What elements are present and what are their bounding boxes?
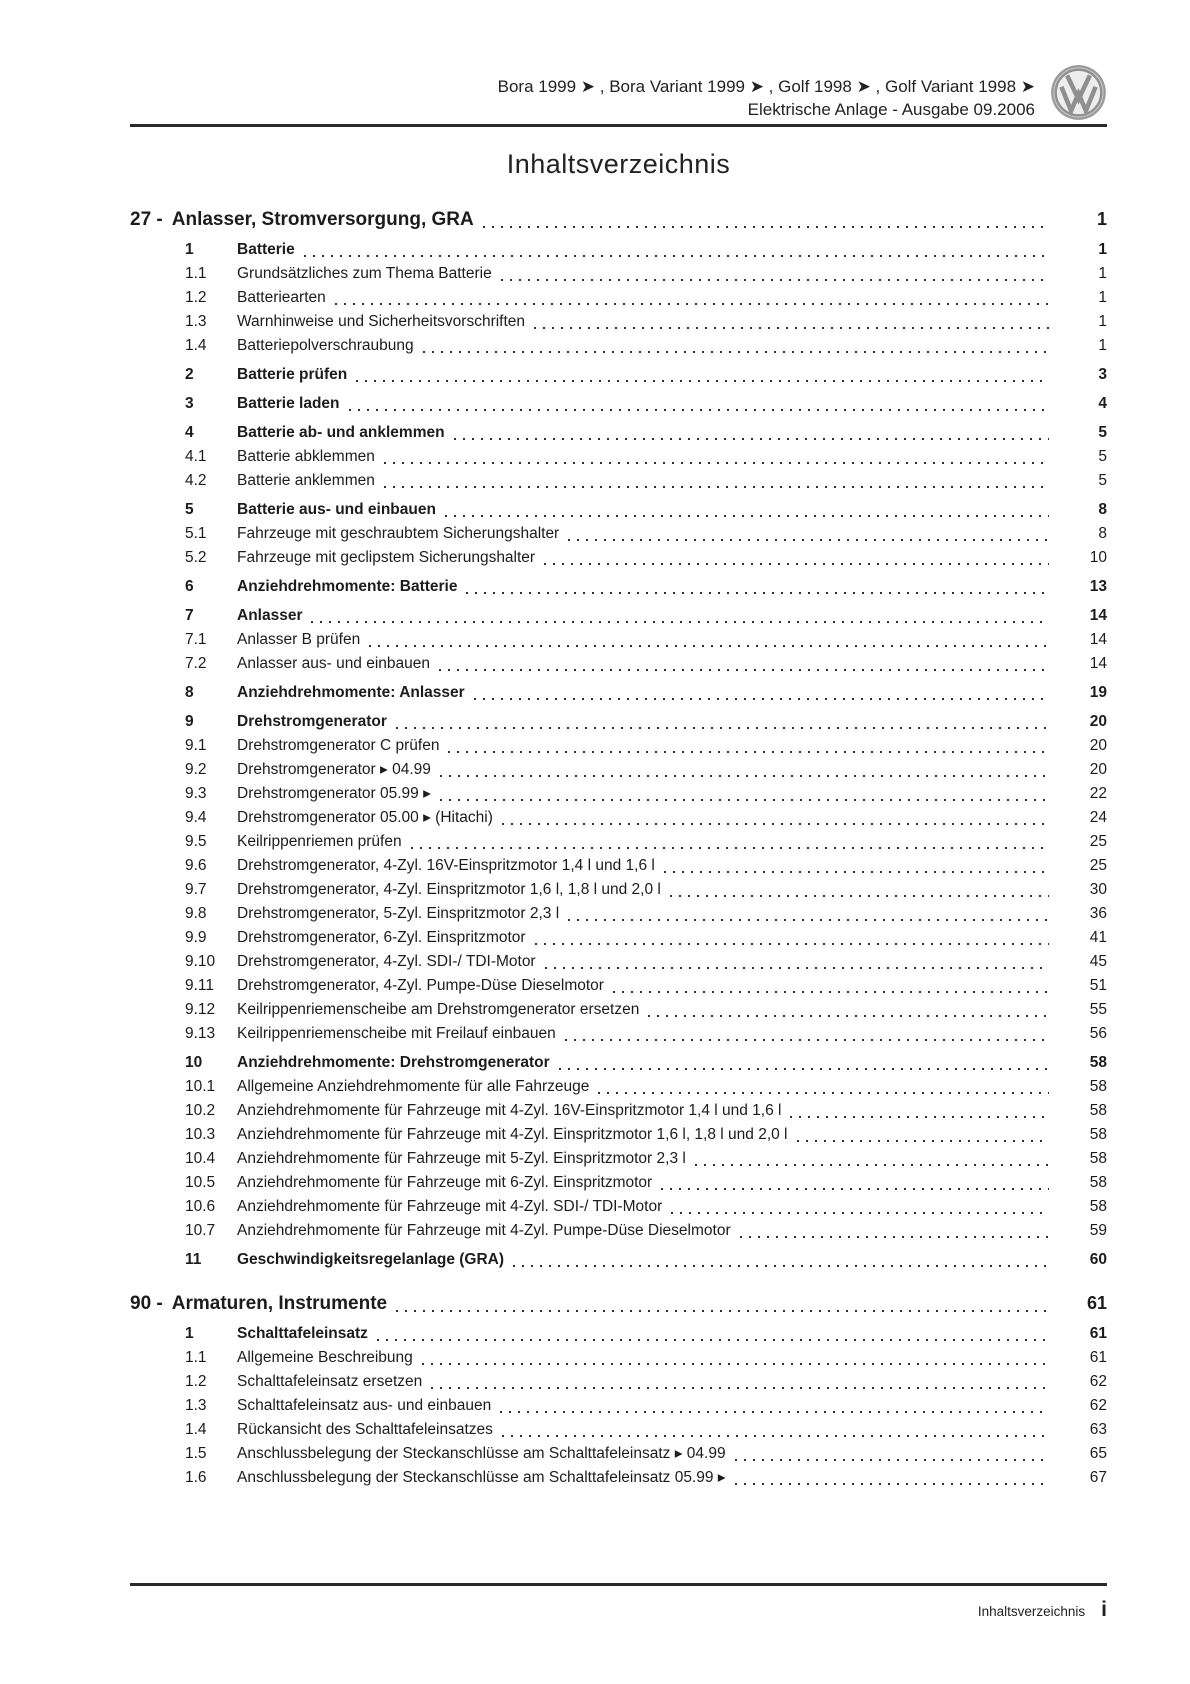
toc-entry-title: Drehstromgenerator (237, 713, 387, 730)
leader-dots (735, 1442, 1049, 1466)
toc-entry-number: 1 (185, 1325, 194, 1342)
toc-entry-title: Keilrippenriemenscheibe mit Freilauf einbauen (237, 1025, 556, 1042)
toc-row (130, 421, 1107, 445)
leader-dots (335, 286, 1049, 310)
toc-row (130, 1370, 1107, 1394)
toc-entry-page-number: 24 (1089, 809, 1107, 826)
leader-dots (423, 334, 1049, 358)
leader-dots (568, 522, 1049, 546)
toc-entry-page-number: 1 (1098, 289, 1107, 306)
leader-dots (445, 498, 1049, 522)
toc-entry-page-number: 14 (1089, 655, 1107, 672)
toc-row (130, 206, 1107, 233)
toc-entry-title: Drehstromgenerator, 6-Zyl. Einspritzmotor (237, 929, 526, 946)
toc-entry-page-number: 20 (1089, 761, 1107, 778)
toc-entry-page-number: 61 (1089, 1349, 1107, 1366)
toc-entry-number: 1 (185, 241, 194, 258)
leader-dots (695, 1147, 1049, 1171)
toc-entry-number: 1.4 (185, 337, 207, 354)
toc-entry-number: 9.12 (185, 1001, 216, 1018)
toc-entry-number: 11 (185, 1251, 202, 1268)
toc-entry-title: Drehstromgenerator ▸ 04.99 (237, 761, 431, 778)
header-edition-line: Elektrische Anlage - Ausgabe 09.2006 (747, 100, 1035, 119)
toc-row (130, 1346, 1107, 1370)
toc-entry-title: Anlasser B prüfen (237, 631, 361, 648)
toc-entry-page-number: 30 (1089, 881, 1107, 898)
toc-entry-number: 9.1 (185, 737, 207, 754)
toc-entry-number: 7 (185, 607, 194, 624)
toc-entry-title: Batterie abklemmen (237, 448, 375, 465)
leader-dots (396, 1290, 1049, 1317)
toc-entry-title: Grundsätzliches zum Thema Batterie (237, 265, 492, 282)
toc-entry-page-number: 8 (1098, 501, 1107, 518)
leader-dots (377, 1322, 1049, 1346)
toc-entry-title: Anziehdrehmomente für Fahrzeuge mit 4-Zyl. 16V-Einspritzmotor 1,4 l und 1,6 l (237, 1102, 782, 1119)
toc-entry-title: Schalttafeleinsatz (237, 1325, 368, 1342)
toc-row (130, 1171, 1107, 1195)
toc-entry-number: 1.1 (185, 1349, 207, 1366)
footer-page-number: i (1101, 1598, 1107, 1621)
toc-entry-number: 9.4 (185, 809, 207, 826)
toc-row (130, 628, 1107, 652)
toc-entry-number: 90 - (130, 1293, 163, 1314)
toc-entry-page-number: 5 (1098, 448, 1107, 465)
toc-row (130, 575, 1107, 599)
toc-entry-title: Anlasser (237, 607, 303, 624)
toc-entry-number: 1.3 (185, 1397, 207, 1414)
toc-entry-title: Batteriearten (237, 289, 326, 306)
page-title: Inhaltsverzeichnis (506, 149, 731, 179)
toc-entry-title: Keilrippenriemen prüfen (237, 833, 402, 850)
leader-dots (440, 758, 1049, 782)
leader-dots (411, 830, 1049, 854)
toc-entry-page-number: 13 (1089, 578, 1107, 595)
leader-dots (559, 1051, 1049, 1075)
toc-row (130, 262, 1107, 286)
header-models-line: Bora 1999 ➤ , Bora Variant 1999 ➤ , Golf 1998 ➤ , Golf Variant 1998 ➤ (497, 77, 1035, 96)
toc-entry-page-number: 1 (1098, 313, 1107, 330)
toc-entry-number: 4.2 (185, 472, 207, 489)
toc-entry-number: 8 (185, 684, 194, 701)
toc-entry-page-number: 41 (1089, 929, 1107, 946)
toc-entry-number: 9.10 (185, 953, 216, 970)
leader-dots (671, 1195, 1049, 1219)
toc-entry-number: 7.1 (185, 631, 207, 648)
leader-dots (369, 628, 1049, 652)
toc-entry-title: Batterie ab- und anklemmen (237, 424, 445, 441)
toc-entry-number: 9.11 (185, 977, 215, 994)
toc-row (130, 1442, 1107, 1466)
leader-dots (356, 363, 1049, 387)
toc-row (130, 758, 1107, 782)
toc-entry-title: Batterie aus- und einbauen (237, 501, 436, 518)
footer-divider (130, 1583, 1107, 1586)
toc-entry-title: Drehstromgenerator, 4-Zyl. Pumpe-Düse Dieselmotor (237, 977, 604, 994)
leader-dots (613, 974, 1049, 998)
toc-entry-number: 7.2 (185, 655, 207, 672)
toc-row (130, 950, 1107, 974)
leader-dots (534, 310, 1049, 334)
toc-row (130, 1099, 1107, 1123)
leader-dots (797, 1123, 1050, 1147)
toc-entry-page-number: 1 (1098, 241, 1107, 258)
toc-entry-title: Fahrzeuge mit geclipstem Sicherungshalter (237, 549, 536, 566)
toc-entry-title: Schalttafeleinsatz aus- und einbauen (237, 1397, 492, 1414)
toc-entry-number: 10.5 (185, 1174, 216, 1191)
toc-entry-number: 9.6 (185, 857, 207, 874)
toc-row (130, 1022, 1107, 1046)
leader-dots (500, 1394, 1049, 1418)
toc-row (130, 522, 1107, 546)
toc-entry-page-number: 36 (1089, 905, 1107, 922)
toc-row (130, 806, 1107, 830)
leader-dots (439, 652, 1049, 676)
toc-entry-number: 6 (185, 578, 194, 595)
leader-dots (422, 1346, 1049, 1370)
toc-row (130, 1219, 1107, 1243)
toc-entry-number: 1.2 (185, 289, 207, 306)
toc-row (130, 310, 1107, 334)
toc-row (130, 498, 1107, 522)
toc-entry-number: 9.13 (185, 1025, 216, 1042)
leader-dots (670, 878, 1049, 902)
toc-entry-number: 4 (185, 424, 194, 441)
toc-entry-number: 10 (185, 1054, 203, 1071)
toc-entry-title: Anlasser, Stromversorgung, GRA (171, 209, 474, 230)
toc-entry-number: 9.9 (185, 929, 207, 946)
toc-entry-page-number: 1 (1096, 209, 1107, 229)
toc-entry-page-number: 14 (1089, 607, 1107, 624)
toc-entry-title: Drehstromgenerator C prüfen (237, 737, 440, 754)
toc-entry-title: Drehstromgenerator, 5-Zyl. Einspritzmotor 2,3 l (237, 905, 560, 922)
toc-row (130, 652, 1107, 676)
toc-row (130, 830, 1107, 854)
toc-entry-number: 2 (185, 366, 194, 383)
leader-dots (502, 1418, 1049, 1442)
leader-dots (349, 392, 1049, 416)
leader-dots (664, 854, 1049, 878)
toc-entry-number: 9 (185, 713, 194, 730)
toc-entry-page-number: 58 (1089, 1102, 1107, 1119)
page-header (130, 0, 1107, 121)
toc-entry-title: Schalttafeleinsatz ersetzen (237, 1373, 423, 1390)
leader-dots (545, 950, 1049, 974)
toc-entry-page-number: 22 (1089, 785, 1107, 802)
toc-entry-title: Drehstromgenerator 05.00 ▸ (Hitachi) (237, 809, 493, 826)
leader-dots (565, 1022, 1049, 1046)
toc-entry-page-number: 62 (1089, 1373, 1107, 1390)
toc-entry-page-number: 5 (1098, 424, 1107, 441)
toc-entry-title: Anziehdrehmomente für Fahrzeuge mit 4-Zyl. Einspritzmotor 1,6 l, 1,8 l und 2,0 l (237, 1126, 788, 1143)
toc-row (130, 902, 1107, 926)
toc-row (130, 334, 1107, 358)
leader-dots (790, 1099, 1049, 1123)
toc-row (130, 445, 1107, 469)
leader-dots (648, 998, 1049, 1022)
toc-entry-number: 10.4 (185, 1150, 216, 1167)
vw-logo-icon (1050, 64, 1107, 121)
toc-entry-title: Drehstromgenerator, 4-Zyl. 16V-Einspritzmotor 1,4 l und 1,6 l (237, 857, 655, 874)
toc-entry-number: 1.5 (185, 1445, 207, 1462)
toc-entry-title: Batterie (237, 241, 295, 258)
leader-dots (384, 469, 1049, 493)
toc-entry-title: Anziehdrehmomente für Fahrzeuge mit 5-Zyl. Einspritzmotor 2,3 l (237, 1150, 686, 1167)
toc-row (130, 854, 1107, 878)
toc-row (130, 1248, 1107, 1272)
toc-entry-title: Drehstromgenerator 05.99 ▸ (237, 785, 431, 802)
toc-row (130, 1418, 1107, 1442)
toc-entry-page-number: 65 (1089, 1445, 1107, 1462)
toc-entry-page-number: 45 (1089, 953, 1107, 970)
toc-entry-number: 27 - (130, 209, 163, 230)
leader-dots (396, 710, 1049, 734)
leader-dots (598, 1075, 1049, 1099)
toc-entry-number: 10.2 (185, 1102, 216, 1119)
toc-entry-number: 10.6 (185, 1198, 216, 1215)
toc-entry-title: Warnhinweise und Sicherheitsvorschriften (237, 313, 526, 330)
toc-entry-title: Allgemeine Anziehdrehmomente für alle Fahrzeuge (237, 1078, 590, 1095)
toc-entry-number: 1.3 (185, 313, 207, 330)
toc-entry-page-number: 58 (1089, 1150, 1107, 1167)
toc-entry-title: Batterie anklemmen (237, 472, 375, 489)
leader-dots (454, 421, 1049, 445)
toc-entry-number: 5.2 (185, 549, 207, 566)
toc-row (130, 238, 1107, 262)
leader-dots (483, 206, 1049, 233)
leader-dots (311, 604, 1049, 628)
toc-entry-page-number: 1 (1098, 337, 1107, 354)
toc-entry-title: Allgemeine Beschreibung (237, 1349, 413, 1366)
toc-entry-page-number: 59 (1089, 1222, 1107, 1239)
toc-entry-title: Anschlussbelegung der Steckanschlüsse am Schalttafeleinsatz 05.99 ▸ (237, 1469, 726, 1486)
leader-dots (735, 1466, 1049, 1490)
toc-entry-page-number: 8 (1098, 525, 1107, 542)
toc-entry-title: Anziehdrehmomente für Fahrzeuge mit 6-Zyl. Einspritzmotor (237, 1174, 653, 1191)
toc-row (130, 1123, 1107, 1147)
toc-entry-number: 9.5 (185, 833, 207, 850)
toc-entry-number: 10.1 (185, 1078, 216, 1095)
toc-entry-page-number: 14 (1089, 631, 1107, 648)
toc-entry-title: Batteriepolverschraubung (237, 337, 414, 354)
toc-entry-title: Anziehdrehmomente: Anlasser (237, 684, 465, 701)
toc-entry-number: 9.3 (185, 785, 207, 802)
toc-entry-page-number: 61 (1086, 1293, 1107, 1313)
toc-entry-title: Geschwindigkeitsregelanlage (GRA) (237, 1251, 505, 1268)
toc-entry-number: 9.7 (185, 881, 207, 898)
toc-entry-page-number: 58 (1089, 1078, 1107, 1095)
toc-entry-title: Armaturen, Instrumente (171, 1293, 388, 1314)
toc-entry-title: Drehstromgenerator, 4-Zyl. SDI-/ TDI-Motor (237, 953, 536, 970)
leader-dots (440, 782, 1049, 806)
leader-dots (544, 546, 1049, 570)
toc-row (130, 363, 1107, 387)
toc-entry-title: Anschlussbelegung der Steckanschlüsse am Schalttafeleinsatz ▸ 04.99 (237, 1445, 726, 1462)
toc-entry-page-number: 58 (1089, 1174, 1107, 1191)
toc-entry-number: 1.6 (185, 1469, 207, 1486)
leader-dots (661, 1171, 1049, 1195)
toc-row (130, 1075, 1107, 1099)
toc-entry-title: Anlasser aus- und einbauen (237, 655, 431, 672)
toc-entry-page-number: 63 (1089, 1421, 1107, 1438)
toc-row (130, 710, 1107, 734)
toc-entry-page-number: 25 (1089, 833, 1107, 850)
leader-dots (535, 926, 1049, 950)
toc-entry-number: 9.2 (185, 761, 207, 778)
toc-row (130, 878, 1107, 902)
toc-row (130, 1322, 1107, 1346)
leader-dots (304, 238, 1049, 262)
toc-entry-title: Batterie laden (237, 395, 340, 412)
toc-row (130, 782, 1107, 806)
toc-entry-title: Keilrippenriemenscheibe am Drehstromgenerator ersetzen (237, 1001, 640, 1018)
toc-entry-page-number: 61 (1089, 1325, 1107, 1342)
toc-row (130, 1051, 1107, 1075)
leader-dots (513, 1248, 1049, 1272)
toc-entry-number: 1.2 (185, 1373, 207, 1390)
toc-row (130, 392, 1107, 416)
toc-entry-page-number: 19 (1089, 684, 1107, 701)
leader-dots (466, 575, 1049, 599)
toc-row (130, 1195, 1107, 1219)
toc-row (130, 604, 1107, 628)
toc-entry-page-number: 20 (1089, 737, 1107, 754)
toc-row (130, 1466, 1107, 1490)
leader-dots (568, 902, 1049, 926)
toc-entry-title: Rückansicht des Schalttafeleinsatzes (237, 1421, 493, 1438)
toc-row (130, 734, 1107, 758)
toc-entry-page-number: 58 (1089, 1054, 1107, 1071)
toc-entry-page-number: 20 (1089, 713, 1107, 730)
toc-entry-page-number: 5 (1098, 472, 1107, 489)
leader-dots (501, 262, 1049, 286)
toc-entry-page-number: 62 (1089, 1397, 1107, 1414)
toc-row (130, 286, 1107, 310)
toc-entry-number: 5.1 (185, 525, 207, 542)
toc-entry-number: 10.7 (185, 1222, 216, 1239)
toc-entry-page-number: 51 (1089, 977, 1107, 994)
toc-entry-page-number: 3 (1098, 366, 1107, 383)
toc-entry-number: 9.8 (185, 905, 207, 922)
leader-dots (740, 1219, 1049, 1243)
toc-entry-number: 1.1 (185, 265, 207, 282)
toc-entry-title: Drehstromgenerator, 4-Zyl. Einspritzmotor 1,6 l, 1,8 l und 2,0 l (237, 881, 661, 898)
toc-entry-title: Fahrzeuge mit geschraubtem Sicherungshalter (237, 525, 560, 542)
toc-entry-title: Batterie prüfen (237, 366, 348, 383)
toc-row (130, 1290, 1107, 1317)
footer-label: Inhaltsverzeichnis (977, 1604, 1086, 1619)
toc-row (130, 998, 1107, 1022)
toc-entry-number: 1.4 (185, 1421, 207, 1438)
leader-dots (384, 445, 1049, 469)
toc-row (130, 681, 1107, 705)
header-divider (130, 124, 1107, 127)
toc-entry-title: Anziehdrehmomente für Fahrzeuge mit 4-Zyl. SDI-/ TDI-Motor (237, 1198, 663, 1215)
toc-entry-number: 5 (185, 501, 194, 518)
toc-entry-page-number: 58 (1089, 1198, 1107, 1215)
toc-row (130, 1147, 1107, 1171)
toc-entry-number: 10.3 (185, 1126, 216, 1143)
toc-row (130, 926, 1107, 950)
toc-entry-title: Anziehdrehmomente: Batterie (237, 578, 458, 595)
toc-entry-page-number: 4 (1098, 395, 1107, 412)
toc-entry-page-number: 55 (1089, 1001, 1107, 1018)
toc-row (130, 1394, 1107, 1418)
page-footer (978, 1598, 1107, 1622)
leader-dots (448, 734, 1049, 758)
toc-entry-number: 3 (185, 395, 194, 412)
toc-entry-page-number: 25 (1089, 857, 1107, 874)
toc-entry-page-number: 67 (1089, 1469, 1107, 1486)
toc-entry-page-number: 10 (1089, 549, 1107, 566)
leader-dots (474, 681, 1049, 705)
leader-dots (431, 1370, 1049, 1394)
toc-row (130, 469, 1107, 493)
toc-entry-title: Anziehdrehmomente: Drehstromgenerator (237, 1054, 550, 1071)
toc-entry-page-number: 58 (1089, 1126, 1107, 1143)
toc-row (130, 974, 1107, 998)
toc-entry-page-number: 1 (1098, 265, 1107, 282)
leader-dots (502, 806, 1049, 830)
toc-entry-title: Anziehdrehmomente für Fahrzeuge mit 4-Zyl. Pumpe-Düse Dieselmotor (237, 1222, 731, 1239)
toc-row (130, 546, 1107, 570)
table-of-contents (130, 206, 1107, 1490)
toc-entry-page-number: 56 (1089, 1025, 1107, 1042)
toc-entry-number: 4.1 (185, 448, 207, 465)
toc-entry-page-number: 60 (1089, 1251, 1107, 1268)
